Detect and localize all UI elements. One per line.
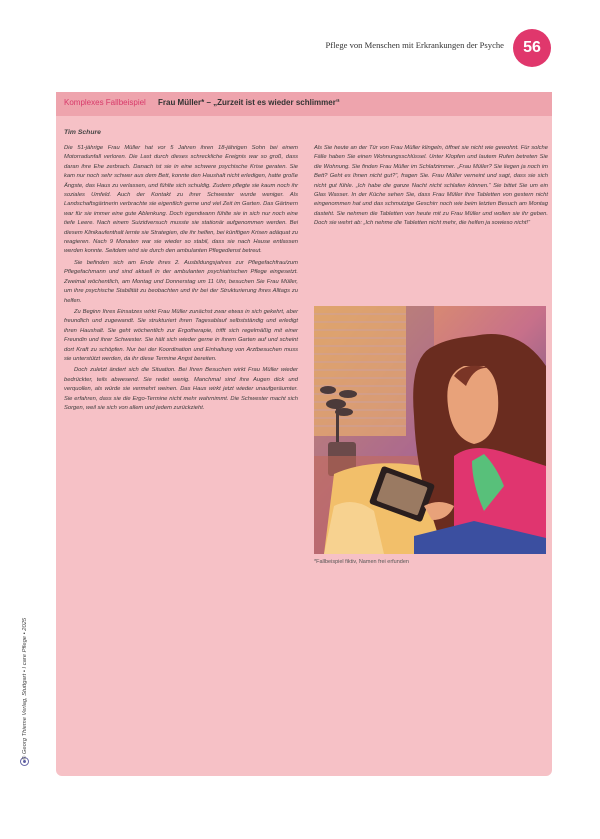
section-title: Pflege von Menschen mit Erkrankungen der Psyche (325, 40, 504, 50)
page-number-badge: 56 (513, 29, 551, 67)
case-study-kicker: Komplexes Fallbeispiel (64, 98, 146, 107)
paragraph: Sie befinden sich am Ende ihres 2. Ausbildungsjahres zur Pflegefachfrau/zum Pflegefachmann und sind aktuell in der ambulanten psychiatrischen Pflege eingesetzt. Zweimal wöchentlich, am Montag und Donnerstag um 11 Uhr, besuchen Sie Frau Müller, um ihre psychische Stabilität zu beobachten und ihr bei der Strukturierung ihres Alltags zu helfen. (64, 259, 298, 304)
case-study-title: Frau Müller* – „Zurzeit ist es wieder schlimmer“ (158, 98, 340, 107)
left-text-column (64, 144, 298, 413)
case-study-header (56, 92, 552, 116)
woman-with-photo-frame-illustration (314, 306, 546, 554)
paragraph: Die 51-jährige Frau Müller hat vor 5 Jahren ihren 18-jährigen Sohn bei einem Motorradunfall verloren. Die Last durch dieses schreckliche Ereignis war so groß, dass daran ihre Ehe zerbrach. Danach ist sie in eine schwere psychische Krise geraten. Sie kam nur noch sehr schwer aus dem Bett, konnte den Haushalt nicht erledigen, hatte große Ängste, das Haus zu verlassen, und fühlte sich schuldig. Zudem pflegte sie kaum noch ihr soziales Umfeld. Auch der Kontakt zu ihrer Schwester wurde weniger. Als Landschaftsgärtnerin verbrachte sie eigentlich gerne und viel Zeit im Garten. Das Gärtnern war für sie immer eine gute Ablenkung. Doch irgendwann fühlte sie in sich nur noch eine tiefe Leere. Nach einem Suizidversuch musste sie stationär aufgenommen werden. Bei diesem Klinikaufenthalt lernte sie Strategien, die ihr helfen, bei künftigen Krisen adäquat zu reagieren. Nach 9 Monaten war sie wieder so stabil, dass sie nach Hause entlassen werden konnte. Seitdem wird sie durch den ambulanten Pflegedienst betreut. (64, 145, 298, 255)
right-text-column (314, 144, 548, 229)
paragraph: Zu Beginn Ihres Einsatzes wirkt Frau Müller zunächst zwar etwas in sich gekehrt, aber freundlich und zugewandt. Sie strukturiert ihren Tagesablauf selbstständig und erledigt ihren Haushalt. Sie geht wöchentlich zur Ergotherapie, trifft sich regelmäßig mit einer Freundin und ihrer Schwester. Sie hält sich wieder gerne in ihrem Garten auf und scheint dort Kraft zu schöpfen. Nur bei der Koordination und Einhaltung von Arztbesuchen muss sie unterstützt werden, da ihr diese Termine Angst bereiten. (64, 308, 298, 362)
illustration-caption: *Fallbeispiel fiktiv, Namen frei erfunden (314, 559, 409, 565)
paragraph: Doch zuletzt ändert sich die Situation. Bei Ihren Besuchen wirkt Frau Müller wieder bedrückter, teils abwesend. Sie redet wenig. Manchmal sind ihre Augen dick und verquollen, als würde sie vermehrt weinen. Das Haus wirkt jetzt wieder unaufgeräumter. Sie erfahren, dass sie die Ergo-Termine nicht mehr wahrnimmt. Die Schwester macht sich Sorgen, weil sie sich von allem und jedem zurückzieht. (64, 367, 298, 411)
paragraph: Als Sie heute an der Tür von Frau Müller klingeln, öffnet sie nicht wie gewohnt. Für solche Fälle haben Sie einen Wohnungsschlüssel. Unter Klopfen und lautem Rufen betreten Sie die Wohnung. Sie finden Frau Müller im Schlafzimmer. „Frau Müller? Sie liegen ja noch im Bett? Geht es Ihnen nicht gut?“, fragen Sie. Frau Müller verneint und sagt, dass sie sich nicht gut fühle. „Ich habe die ganze Nacht nicht schlafen können.“ Sie bittet Sie um ein Glas Wasser. In der Küche sehen Sie, dass Frau Müller ihre Tabletten von gestern nicht eingenommen hat und das schmutzige Geschirr noch wie beim letzten Besuch am Montag dasteht. Sie nehmen die Tabletten von heute mit zu Frau Müller und wollen sie ihr geben. Doch sie wehrt ab: „Ich nehme die Tabletten nicht mehr, die helfen ja sowieso nicht!“ (314, 145, 548, 227)
author-name: Tim Schure (64, 129, 101, 136)
copyright-side-text: © Georg Thieme Verlag, Stuttgart • I care Pflege • 2025 (22, 617, 28, 760)
